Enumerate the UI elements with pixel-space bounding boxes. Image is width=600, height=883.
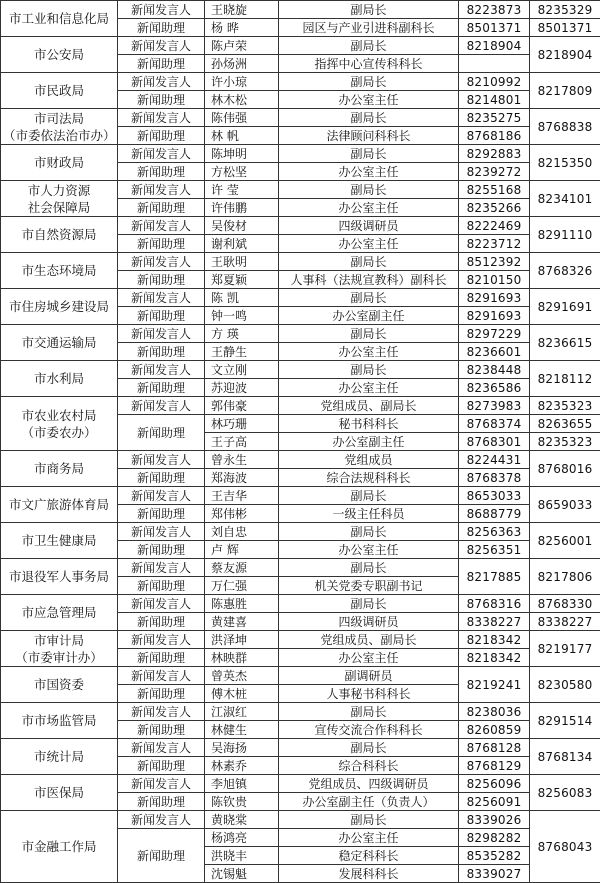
role-cell: 新闻发言人 bbox=[118, 811, 205, 829]
office-phone-cell: 8218342 bbox=[459, 631, 530, 649]
table-row bbox=[1, 559, 600, 577]
department-cell bbox=[1, 289, 118, 325]
fax-cell: 8215350 bbox=[530, 145, 600, 181]
position-cell: 副局长 bbox=[279, 811, 459, 829]
position-cell: 副局长 bbox=[279, 487, 459, 505]
name-cell: 许伟鹏 bbox=[205, 199, 279, 217]
role-cell: 新闻发言人 bbox=[118, 217, 205, 235]
position-cell: 副局长 bbox=[279, 181, 459, 199]
department-name-line: 市自然资源局 bbox=[3, 226, 115, 243]
department-cell bbox=[1, 487, 118, 523]
office-phone-cell: 8219241 bbox=[459, 667, 530, 703]
position-cell: 副局长 bbox=[279, 325, 459, 343]
table-row bbox=[1, 361, 600, 379]
position-cell: 党组成员、四级调研员 bbox=[279, 775, 459, 793]
office-phone-cell: 8688779 bbox=[459, 505, 530, 523]
table-row bbox=[1, 739, 600, 757]
table-body bbox=[1, 1, 600, 883]
role-cell: 新闻助理 bbox=[118, 199, 205, 217]
position-cell: 副局长 bbox=[279, 703, 459, 721]
department-name-line: 市财政局 bbox=[3, 154, 115, 171]
office-phone-cell: 8298282 bbox=[459, 829, 530, 847]
table-row bbox=[1, 289, 600, 307]
department-name-line: 市工业和信息化局 bbox=[3, 10, 115, 27]
department-name-line: （市委审计办） bbox=[3, 649, 115, 666]
department-name-line: （市委依法治市办） bbox=[3, 127, 115, 144]
name-cell: 卢 辉 bbox=[205, 541, 279, 559]
name-cell: 林健生 bbox=[205, 721, 279, 739]
name-cell: 林木松 bbox=[205, 91, 279, 109]
position-cell: 办公室副主任（负责人） bbox=[279, 793, 459, 811]
position-cell: 四级调研员 bbox=[279, 613, 459, 631]
position-cell: 副局长 bbox=[279, 145, 459, 163]
office-phone-cell: 8291693 bbox=[459, 289, 530, 307]
fax-cell: 8768330 bbox=[530, 595, 600, 613]
role-cell: 新闻助理 bbox=[118, 829, 205, 883]
office-phone-cell: 8223873 bbox=[459, 1, 530, 19]
position-cell: 副局长 bbox=[279, 37, 459, 55]
fax-cell: 8338227 bbox=[530, 613, 600, 631]
role-cell: 新闻发言人 bbox=[118, 253, 205, 271]
office-phone-cell: 8210992 bbox=[459, 73, 530, 91]
position-cell: 办公室主任 bbox=[279, 379, 459, 397]
department-cell bbox=[1, 703, 118, 739]
name-cell: 陈卢荣 bbox=[205, 37, 279, 55]
position-cell: 指挥中心宣传科科长 bbox=[279, 55, 459, 73]
name-cell: 王子高 bbox=[205, 433, 279, 451]
table-row bbox=[1, 667, 600, 685]
position-cell: 副调研员 bbox=[279, 667, 459, 685]
role-cell: 新闻发言人 bbox=[118, 181, 205, 199]
department-cell bbox=[1, 397, 118, 451]
department-cell bbox=[1, 217, 118, 253]
department-name-line: 市司法局 bbox=[3, 110, 115, 127]
department-name-line: 市金融工作局 bbox=[3, 838, 115, 855]
name-cell: 杨 晔 bbox=[205, 19, 279, 37]
department-name-line: 市农业农村局 bbox=[3, 407, 115, 424]
name-cell: 王静生 bbox=[205, 343, 279, 361]
position-cell: 副局长 bbox=[279, 253, 459, 271]
office-phone-cell: 8238448 bbox=[459, 361, 530, 379]
department-name-line: 市住房城乡建设局 bbox=[3, 298, 115, 315]
position-cell: 副局长 bbox=[279, 1, 459, 19]
department-cell bbox=[1, 667, 118, 703]
fax-cell: 8768043 bbox=[530, 811, 600, 883]
name-cell: 傅木桩 bbox=[205, 685, 279, 703]
office-phone-cell: 8223712 bbox=[459, 235, 530, 253]
name-cell: 王晓旋 bbox=[205, 1, 279, 19]
name-cell: 曾英杰 bbox=[205, 667, 279, 685]
office-phone-cell: 8768186 bbox=[459, 127, 530, 145]
position-cell: 副局长 bbox=[279, 109, 459, 127]
department-name-line: 市国资委 bbox=[3, 676, 115, 693]
office-phone-cell: 8217885 bbox=[459, 559, 530, 595]
office-phone-cell: 8224431 bbox=[459, 451, 530, 469]
department-name-line: 市公安局 bbox=[3, 46, 115, 63]
role-cell: 新闻发言人 bbox=[118, 289, 205, 307]
role-cell: 新闻发言人 bbox=[118, 325, 205, 343]
name-cell: 林映群 bbox=[205, 649, 279, 667]
table-row bbox=[1, 325, 600, 343]
office-phone-cell: 8255168 bbox=[459, 181, 530, 199]
position-cell: 综合法规科科长 bbox=[279, 469, 459, 487]
position-cell: 办公室副主任 bbox=[279, 307, 459, 325]
department-name-line: 市生态环境局 bbox=[3, 262, 115, 279]
name-cell: 钟一鸣 bbox=[205, 307, 279, 325]
office-phone-cell: 8235275 bbox=[459, 109, 530, 127]
office-phone-cell: 8256091 bbox=[459, 793, 530, 811]
name-cell: 黄晓棠 bbox=[205, 811, 279, 829]
role-cell: 新闻助理 bbox=[118, 55, 205, 73]
table-row bbox=[1, 451, 600, 469]
role-cell: 新闻助理 bbox=[118, 343, 205, 361]
role-cell: 新闻发言人 bbox=[118, 523, 205, 541]
department-name-line: 市市场监管局 bbox=[3, 712, 115, 729]
department-name-line: 市人力资源 bbox=[3, 182, 115, 199]
office-phone-cell: 8297229 bbox=[459, 325, 530, 343]
fax-cell: 8263655 bbox=[530, 415, 600, 433]
department-name-line: 市水利局 bbox=[3, 370, 115, 387]
name-cell: 黄建喜 bbox=[205, 613, 279, 631]
office-phone-cell: 8768378 bbox=[459, 469, 530, 487]
role-cell: 新闻助理 bbox=[118, 379, 205, 397]
role-cell: 新闻发言人 bbox=[118, 667, 205, 685]
position-cell: 秘书科科长 bbox=[279, 415, 459, 433]
name-cell: 苏迎波 bbox=[205, 379, 279, 397]
office-phone-cell: 8256096 bbox=[459, 775, 530, 793]
fax-cell: 8217809 bbox=[530, 73, 600, 109]
fax-cell: 8659033 bbox=[530, 487, 600, 523]
position-cell: 一级主任科员 bbox=[279, 505, 459, 523]
role-cell: 新闻发言人 bbox=[118, 775, 205, 793]
name-cell: 洪晓丰 bbox=[205, 847, 279, 865]
name-cell: 陈钦贵 bbox=[205, 793, 279, 811]
name-cell: 陈伟强 bbox=[205, 109, 279, 127]
position-cell: 办公室主任 bbox=[279, 199, 459, 217]
role-cell: 新闻发言人 bbox=[118, 595, 205, 613]
role-cell: 新闻助理 bbox=[118, 505, 205, 523]
name-cell: 刘自忠 bbox=[205, 523, 279, 541]
department-name-line: 市退役军人事务局 bbox=[3, 568, 115, 585]
department-name-line: 市民政局 bbox=[3, 82, 115, 99]
office-phone-cell: 8236586 bbox=[459, 379, 530, 397]
name-cell: 万仁强 bbox=[205, 577, 279, 595]
department-cell bbox=[1, 1, 118, 37]
position-cell: 办公室副主任 bbox=[279, 433, 459, 451]
office-phone-cell: 8768301 bbox=[459, 433, 530, 451]
fax-cell: 8256083 bbox=[530, 775, 600, 811]
role-cell: 新闻发言人 bbox=[118, 631, 205, 649]
name-cell: 林 帆 bbox=[205, 127, 279, 145]
table-row bbox=[1, 253, 600, 271]
office-phone-cell: 8339027 bbox=[459, 865, 530, 883]
role-cell: 新闻发言人 bbox=[118, 37, 205, 55]
position-cell: 发展科科长 bbox=[279, 865, 459, 883]
role-cell: 新闻助理 bbox=[118, 415, 205, 451]
name-cell: 曾永生 bbox=[205, 451, 279, 469]
department-cell bbox=[1, 73, 118, 109]
fax-cell: 8768326 bbox=[530, 253, 600, 289]
name-cell: 陈惠胜 bbox=[205, 595, 279, 613]
position-cell: 人事秘书科科长 bbox=[279, 685, 459, 703]
table-row bbox=[1, 145, 600, 163]
department-cell bbox=[1, 253, 118, 289]
role-cell: 新闻助理 bbox=[118, 721, 205, 739]
name-cell: 沈锡魁 bbox=[205, 865, 279, 883]
fax-cell: 8768016 bbox=[530, 451, 600, 487]
role-cell: 新闻助理 bbox=[118, 127, 205, 145]
name-cell: 吴俊材 bbox=[205, 217, 279, 235]
role-cell: 新闻助理 bbox=[118, 91, 205, 109]
position-cell: 副局长 bbox=[279, 595, 459, 613]
department-cell bbox=[1, 739, 118, 775]
role-cell: 新闻发言人 bbox=[118, 73, 205, 91]
table-row bbox=[1, 181, 600, 199]
position-cell: 法律顾问科科长 bbox=[279, 127, 459, 145]
role-cell: 新闻发言人 bbox=[118, 739, 205, 757]
name-cell: 方 瑛 bbox=[205, 325, 279, 343]
department-name-line: 市应急管理局 bbox=[3, 604, 115, 621]
department-cell bbox=[1, 631, 118, 667]
office-phone-cell: 8256363 bbox=[459, 523, 530, 541]
position-cell: 办公室主任 bbox=[279, 343, 459, 361]
office-phone-cell: 8535282 bbox=[459, 847, 530, 865]
office-phone-cell: 8239272 bbox=[459, 163, 530, 181]
role-cell: 新闻发言人 bbox=[118, 451, 205, 469]
name-cell: 文立刚 bbox=[205, 361, 279, 379]
position-cell: 副局长 bbox=[279, 73, 459, 91]
position-cell: 四级调研员 bbox=[279, 217, 459, 235]
fax-cell: 8219177 bbox=[530, 631, 600, 667]
position-cell: 党组成员、副局长 bbox=[279, 397, 459, 415]
table-row bbox=[1, 397, 600, 415]
position-cell: 综合科科长 bbox=[279, 757, 459, 775]
name-cell: 蔡友源 bbox=[205, 559, 279, 577]
role-cell: 新闻助理 bbox=[118, 271, 205, 289]
department-name-line: 市交通运输局 bbox=[3, 334, 115, 351]
department-cell bbox=[1, 775, 118, 811]
name-cell: 郑海波 bbox=[205, 469, 279, 487]
role-cell: 新闻助理 bbox=[118, 613, 205, 631]
position-cell: 党组成员 bbox=[279, 451, 459, 469]
role-cell: 新闻助理 bbox=[118, 307, 205, 325]
role-cell: 新闻助理 bbox=[118, 577, 205, 595]
fax-cell: 8234101 bbox=[530, 181, 600, 217]
position-cell: 办公室主任 bbox=[279, 649, 459, 667]
department-name-line: 市文广旅游体育局 bbox=[3, 496, 115, 513]
department-name-line: （市委农办） bbox=[3, 424, 115, 441]
position-cell: 办公室主任 bbox=[279, 829, 459, 847]
department-name-line: 市卫生健康局 bbox=[3, 532, 115, 549]
fax-cell: 8291514 bbox=[530, 703, 600, 739]
name-cell: 方松坚 bbox=[205, 163, 279, 181]
table-row bbox=[1, 73, 600, 91]
office-phone-cell: 8768374 bbox=[459, 415, 530, 433]
role-cell: 新闻助理 bbox=[118, 469, 205, 487]
office-phone-cell bbox=[459, 55, 530, 73]
office-phone-cell: 8768316 bbox=[459, 595, 530, 613]
role-cell: 新闻发言人 bbox=[118, 397, 205, 415]
department-name-line: 市医保局 bbox=[3, 784, 115, 801]
name-cell: 许 莹 bbox=[205, 181, 279, 199]
table-row bbox=[1, 703, 600, 721]
fax-cell: 8235329 bbox=[530, 1, 600, 19]
table-row bbox=[1, 631, 600, 649]
fax-cell: 8291691 bbox=[530, 289, 600, 325]
office-phone-cell: 8339026 bbox=[459, 811, 530, 829]
department-name-line: 社会保障局 bbox=[3, 199, 115, 216]
department-cell bbox=[1, 595, 118, 631]
position-cell: 党组成员、副局长 bbox=[279, 631, 459, 649]
role-cell: 新闻助理 bbox=[118, 163, 205, 181]
table-row bbox=[1, 1, 600, 19]
department-cell bbox=[1, 361, 118, 397]
name-cell: 林巧珊 bbox=[205, 415, 279, 433]
position-cell: 办公室主任 bbox=[279, 235, 459, 253]
name-cell: 陈 凯 bbox=[205, 289, 279, 307]
position-cell: 副局长 bbox=[279, 289, 459, 307]
table-row bbox=[1, 523, 600, 541]
position-cell: 办公室主任 bbox=[279, 163, 459, 181]
office-phone-cell: 8235266 bbox=[459, 199, 530, 217]
office-phone-cell: 8338227 bbox=[459, 613, 530, 631]
role-cell: 新闻发言人 bbox=[118, 109, 205, 127]
name-cell: 吴海扬 bbox=[205, 739, 279, 757]
position-cell: 宣传交流合作科科长 bbox=[279, 721, 459, 739]
table-row bbox=[1, 217, 600, 235]
office-phone-cell: 8291693 bbox=[459, 307, 530, 325]
role-cell: 新闻发言人 bbox=[118, 487, 205, 505]
fax-cell: 8235323 bbox=[530, 433, 600, 451]
office-phone-cell: 8214801 bbox=[459, 91, 530, 109]
name-cell: 李旭镇 bbox=[205, 775, 279, 793]
position-cell: 副局长 bbox=[279, 523, 459, 541]
office-phone-cell: 8501371 bbox=[459, 19, 530, 37]
position-cell: 人事科（法规宣教科）副科长 bbox=[279, 271, 459, 289]
department-name-line: 市审计局 bbox=[3, 632, 115, 649]
fax-cell: 8768838 bbox=[530, 109, 600, 145]
role-cell: 新闻助理 bbox=[118, 793, 205, 811]
position-cell: 机关党委专职副书记 bbox=[279, 577, 459, 595]
department-name-line: 市商务局 bbox=[3, 460, 115, 477]
department-cell bbox=[1, 37, 118, 73]
office-phone-cell: 8512392 bbox=[459, 253, 530, 271]
name-cell: 郑伟彬 bbox=[205, 505, 279, 523]
name-cell: 郭伟豪 bbox=[205, 397, 279, 415]
office-phone-cell: 8210150 bbox=[459, 271, 530, 289]
name-cell: 王吉华 bbox=[205, 487, 279, 505]
office-phone-cell: 8273983 bbox=[459, 397, 530, 415]
department-cell bbox=[1, 523, 118, 559]
office-phone-cell: 8768128 bbox=[459, 739, 530, 757]
office-phone-cell: 8768129 bbox=[459, 757, 530, 775]
office-phone-cell: 8218904 bbox=[459, 37, 530, 55]
fax-cell: 8235323 bbox=[530, 397, 600, 415]
fax-cell: 8236615 bbox=[530, 325, 600, 361]
department-cell bbox=[1, 325, 118, 361]
fax-cell: 8218904 bbox=[530, 37, 600, 73]
fax-cell: 8218112 bbox=[530, 361, 600, 397]
role-cell: 新闻助理 bbox=[118, 685, 205, 703]
table-row bbox=[1, 595, 600, 613]
name-cell: 洪泽坤 bbox=[205, 631, 279, 649]
fax-cell: 8230580 bbox=[530, 667, 600, 703]
department-cell bbox=[1, 559, 118, 595]
fax-cell: 8256001 bbox=[530, 523, 600, 559]
position-cell: 副局长 bbox=[279, 559, 459, 577]
office-phone-cell: 8236601 bbox=[459, 343, 530, 361]
table-row bbox=[1, 109, 600, 127]
name-cell: 谢利斌 bbox=[205, 235, 279, 253]
role-cell: 新闻发言人 bbox=[118, 559, 205, 577]
name-cell: 王耿明 bbox=[205, 253, 279, 271]
position-cell: 副局长 bbox=[279, 739, 459, 757]
role-cell: 新闻发言人 bbox=[118, 703, 205, 721]
office-phone-cell: 8653033 bbox=[459, 487, 530, 505]
office-phone-cell: 8222469 bbox=[459, 217, 530, 235]
role-cell: 新闻助理 bbox=[118, 235, 205, 253]
table-row bbox=[1, 811, 600, 829]
position-cell: 办公室主任 bbox=[279, 91, 459, 109]
name-cell: 杨鸿亮 bbox=[205, 829, 279, 847]
role-cell: 新闻发言人 bbox=[118, 145, 205, 163]
name-cell: 陈坤明 bbox=[205, 145, 279, 163]
position-cell: 副局长 bbox=[279, 361, 459, 379]
name-cell: 林素乔 bbox=[205, 757, 279, 775]
office-phone-cell: 8238036 bbox=[459, 703, 530, 721]
department-name-line: 市统计局 bbox=[3, 748, 115, 765]
position-cell: 办公室主任 bbox=[279, 541, 459, 559]
department-cell bbox=[1, 181, 118, 217]
name-cell: 江淑红 bbox=[205, 703, 279, 721]
role-cell: 新闻助理 bbox=[118, 541, 205, 559]
department-cell bbox=[1, 109, 118, 145]
position-cell: 园区与产业引进科副科长 bbox=[279, 19, 459, 37]
office-phone-cell: 8256351 bbox=[459, 541, 530, 559]
name-cell: 郑夏颖 bbox=[205, 271, 279, 289]
department-cell bbox=[1, 145, 118, 181]
position-cell: 稳定科科长 bbox=[279, 847, 459, 865]
table-row bbox=[1, 37, 600, 55]
department-cell bbox=[1, 451, 118, 487]
fax-cell: 8217806 bbox=[530, 559, 600, 595]
office-phone-cell: 8218342 bbox=[459, 649, 530, 667]
role-cell: 新闻发言人 bbox=[118, 361, 205, 379]
role-cell: 新闻助理 bbox=[118, 19, 205, 37]
fax-cell: 8768134 bbox=[530, 739, 600, 775]
role-cell: 新闻发言人 bbox=[118, 1, 205, 19]
name-cell: 孙炀洲 bbox=[205, 55, 279, 73]
fax-cell: 8501371 bbox=[530, 19, 600, 37]
role-cell: 新闻助理 bbox=[118, 757, 205, 775]
table-row bbox=[1, 775, 600, 793]
name-cell: 许小琼 bbox=[205, 73, 279, 91]
fax-cell: 8291110 bbox=[530, 217, 600, 253]
role-cell: 新闻助理 bbox=[118, 649, 205, 667]
table-row bbox=[1, 487, 600, 505]
office-phone-cell: 8292883 bbox=[459, 145, 530, 163]
office-phone-cell: 8260859 bbox=[459, 721, 530, 739]
